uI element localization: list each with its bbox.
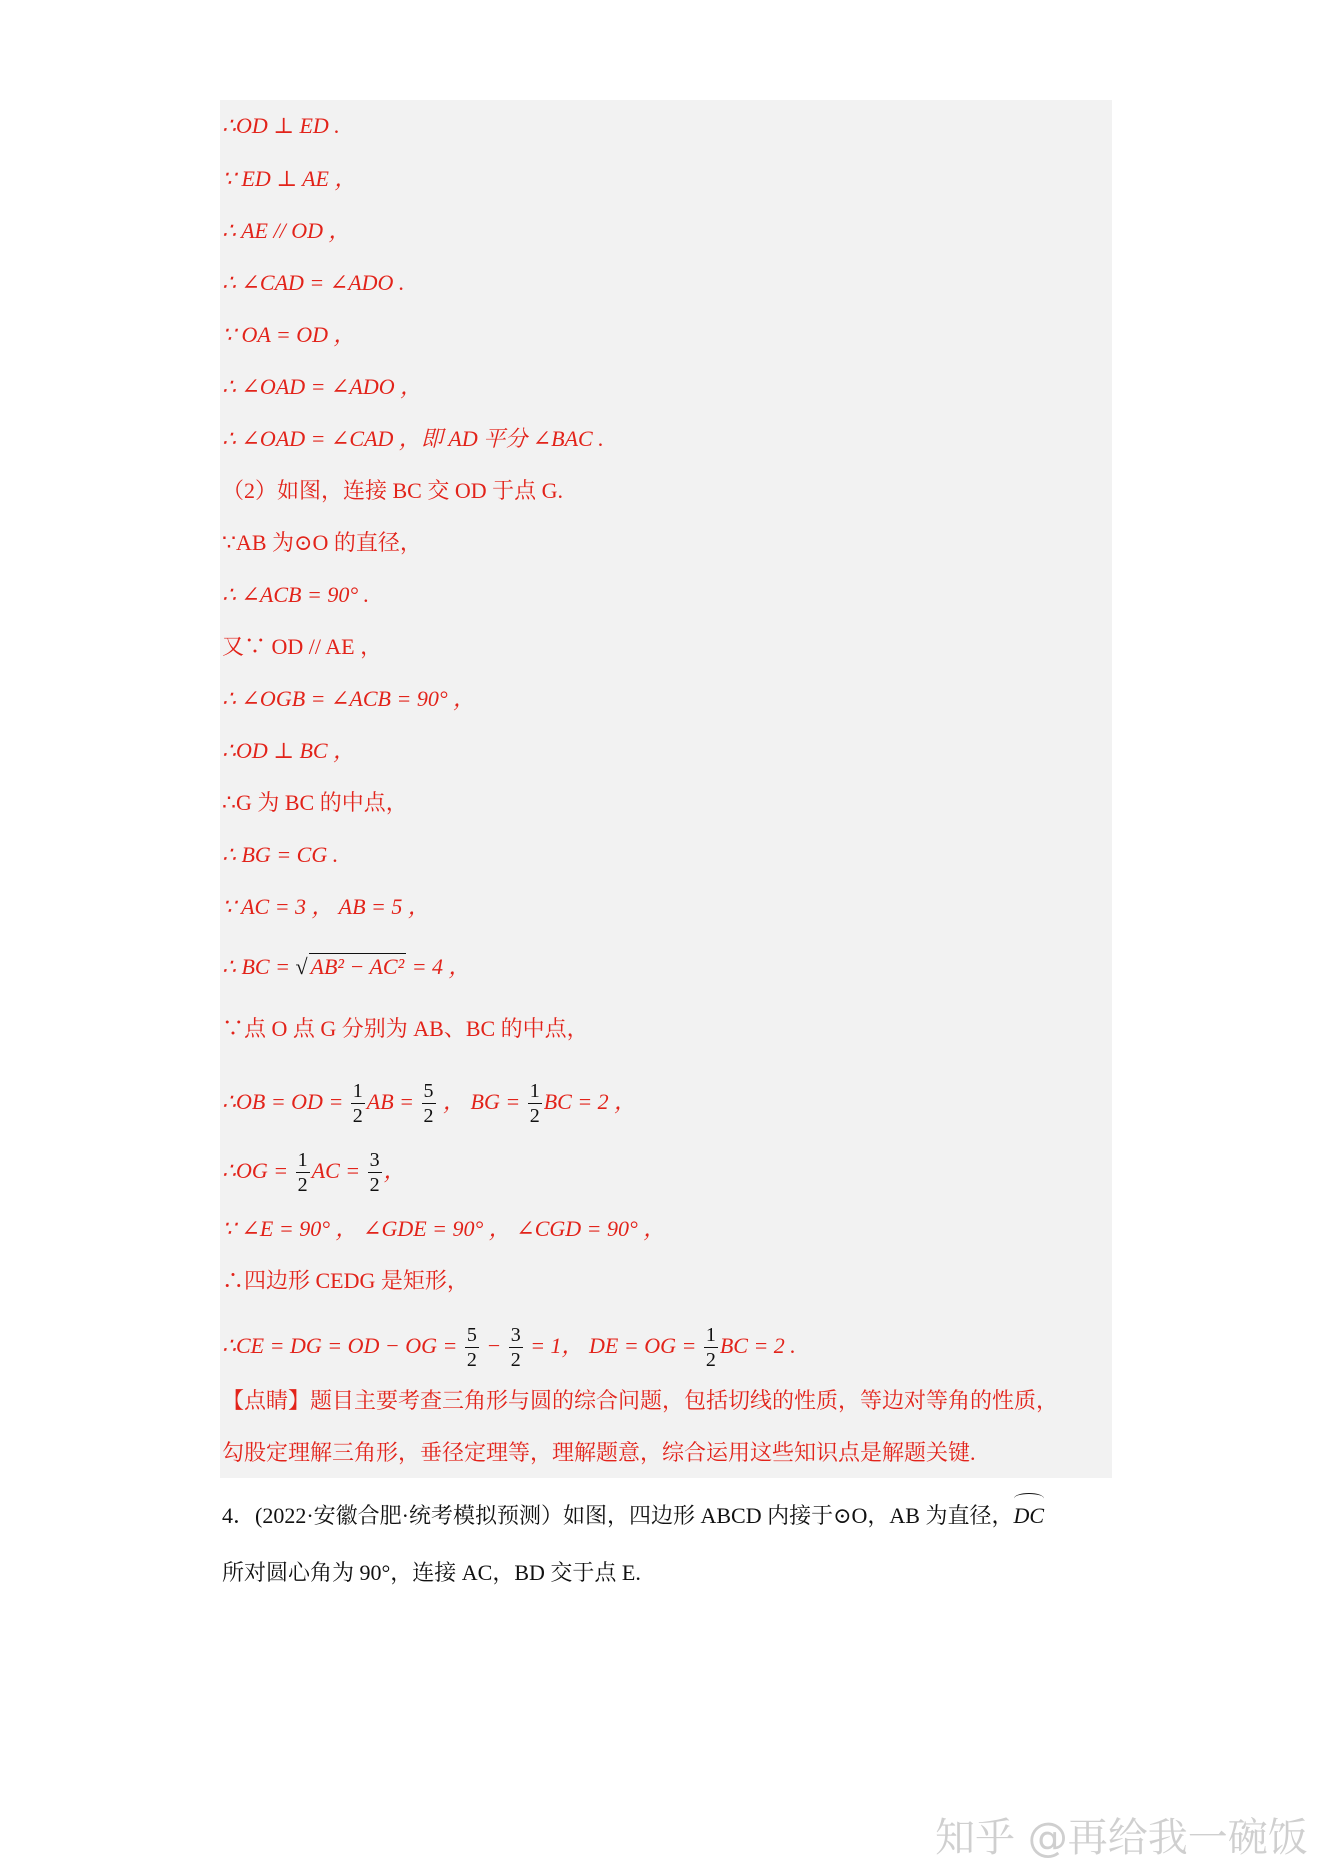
solution-line (222, 1316, 796, 1376)
solution-line: 又∵ OD // AE ， (222, 634, 383, 659)
arc-dc: DC (1014, 1495, 1045, 1533)
solution-line: （2）如图，连接 BC 交 OD 于点 G. (222, 478, 564, 503)
text: ∴OB = OD = (222, 1089, 349, 1114)
text: ， (383, 1158, 406, 1183)
fraction: $\frac{1}{2}$ (529, 1080, 540, 1128)
sqrt-expr: AB² − AC² (310, 954, 405, 979)
text: ∴CE = DG = OD − OG = (222, 1333, 463, 1358)
text: BC = 2 ， (543, 1089, 637, 1114)
solution-line: ∵ ∠E = 90° ， ∠GDE = 90° ， ∠CGD = 90° ， (222, 1216, 666, 1241)
text: = 4 ， (406, 954, 471, 979)
solution-line: ∴G 为 BC 的中点， (222, 790, 408, 815)
question-line: 所对圆心角为 90°，连接 AC，BD 交于点 E. (222, 1560, 641, 1585)
solution-line: ∵AB 为⊙O 的直径， (222, 530, 422, 555)
text: − (480, 1333, 507, 1358)
text: ∴OG = (222, 1158, 294, 1183)
fraction: $\frac{5}{2}$ (423, 1080, 434, 1128)
text: AC = (311, 1158, 366, 1183)
text: AB = (366, 1089, 420, 1114)
solution-line: ∴ ∠OAD = ∠ADO ， (222, 374, 423, 399)
text: = 1， DE = OG = (524, 1333, 702, 1358)
text: ∴ BC = (222, 954, 296, 979)
solution-line (222, 1141, 406, 1201)
solution-line: ∵ ED ⊥ AE ， (222, 166, 357, 191)
solution-line: ∵ AC = 3 ， AB = 5 ， (222, 894, 430, 919)
solution-line: ∵点 O 点 G 分别为 AB、BC 的中点， (222, 1016, 589, 1041)
solution-line: ∴ ∠ACB = 90° . (222, 582, 370, 607)
fraction: $\frac{1}{2}$ (705, 1324, 716, 1372)
solution-line: ∴OD ⊥ BC ， (222, 738, 356, 763)
fraction: $\frac{3}{2}$ (369, 1149, 380, 1197)
solution-line: ∴ ∠OGB = ∠ACB = 90° ， (222, 686, 476, 711)
watermark: 知乎 @再给我一碗饭 (935, 1815, 1308, 1861)
solution-line: ∴ ∠CAD = ∠ADO . (222, 270, 405, 295)
text: BC = 2 . (719, 1333, 796, 1358)
text: ， BG = (437, 1089, 526, 1114)
tip-line: 勾股定理解三角形，垂径定理等，理解题意，综合运用这些知识点是解题关键. (222, 1440, 976, 1465)
solution-line: ∴OD ⊥ ED . (222, 113, 340, 138)
fraction: $\frac{5}{2}$ (466, 1324, 477, 1372)
question-line (222, 1495, 1044, 1529)
solution-line: ∴四边形 CEDG 是矩形， (222, 1268, 469, 1293)
tip-line: 【点睛】题目主要考查三角形与圆的综合问题，包括切线的性质，等边对等角的性质， (222, 1388, 1059, 1413)
fraction: $\frac{1}{2}$ (297, 1149, 308, 1197)
fraction: $\frac{3}{2}$ (510, 1324, 521, 1372)
solution-line: ∴ AE // OD ， (222, 218, 351, 243)
fraction: $\frac{1}{2}$ (352, 1080, 363, 1128)
question-text: 4．(2022·安徽合肥·统考模拟预测）如图，四边形 ABCD 内接于⊙O，AB 为直径， (222, 1503, 1014, 1528)
solution-line: ∵ OA = OD ， (222, 322, 356, 347)
solution-line: ∴ BC = √ AB² − AC² = 4 ， (222, 954, 471, 979)
solution-line: ∴ BG = CG . (222, 842, 339, 867)
solution-line (222, 1072, 636, 1132)
solution-line: ∴ ∠OAD = ∠CAD ，即 AD 平分 ∠BAC . (222, 426, 604, 451)
